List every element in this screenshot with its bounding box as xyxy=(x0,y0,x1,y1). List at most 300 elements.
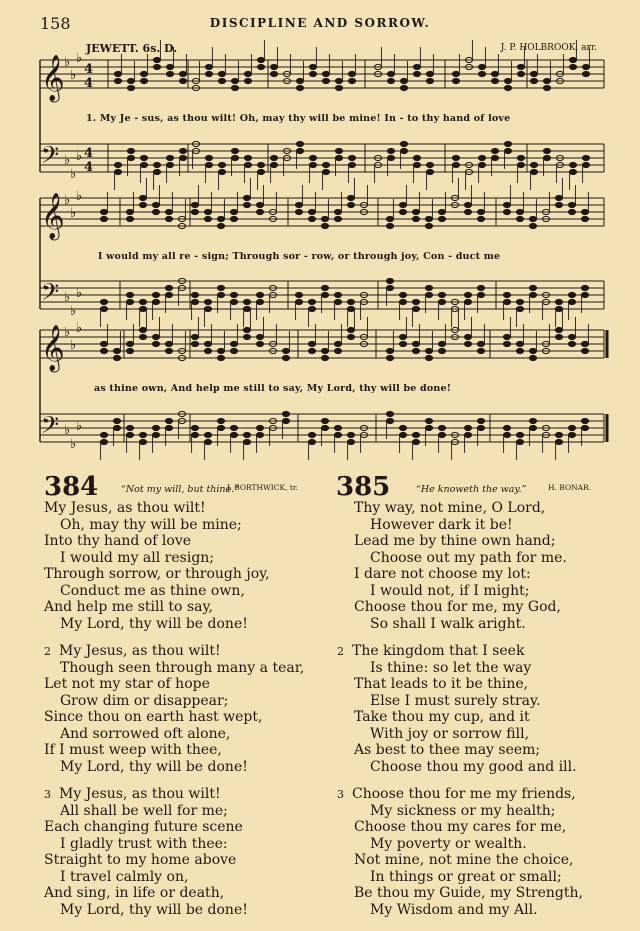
note-head xyxy=(217,418,224,423)
note-head xyxy=(295,209,302,214)
note-head xyxy=(217,355,224,360)
note-head xyxy=(413,64,420,69)
note-head xyxy=(412,216,419,221)
note-head xyxy=(243,195,250,200)
flat-icon: ♭ xyxy=(76,51,83,66)
bass-clef-icon: 𝄢 xyxy=(41,278,60,311)
note-head xyxy=(335,78,342,83)
note-head xyxy=(230,216,237,221)
stanza-2 xyxy=(337,643,583,775)
verse-line: Choose out my path for me. xyxy=(370,549,567,566)
note-head xyxy=(204,306,211,311)
note-head xyxy=(282,348,289,353)
note-head xyxy=(387,155,394,160)
note-head xyxy=(581,425,588,430)
bass-clef-icon: 𝄢 xyxy=(41,141,60,174)
note-head xyxy=(412,209,419,214)
note-head xyxy=(321,355,328,360)
hymn-author: J. BORTHWICK, tr. xyxy=(227,483,298,492)
note-head xyxy=(230,348,237,353)
verse-line: Not mine, not mine the choice, xyxy=(354,852,574,868)
note-head xyxy=(478,155,485,160)
note-head xyxy=(217,292,224,297)
note-head xyxy=(400,78,407,83)
note-head xyxy=(347,327,354,332)
note-head xyxy=(347,195,354,200)
note-head xyxy=(205,71,212,76)
note-head xyxy=(438,209,445,214)
note-head xyxy=(243,439,250,444)
stanza-number: 2 xyxy=(44,645,51,658)
verse-line: My Jesus, as thou wilt! xyxy=(44,500,206,516)
verse-line: Conduct me as thine own, xyxy=(60,582,245,599)
note-head xyxy=(204,432,211,437)
note-head xyxy=(425,418,432,423)
note-head xyxy=(334,209,341,214)
flat-icon: ♭ xyxy=(64,423,71,438)
note-head xyxy=(438,425,445,430)
note-head xyxy=(543,85,550,90)
note-head xyxy=(231,155,238,160)
flat-icon: ♭ xyxy=(70,68,77,83)
note-head xyxy=(114,78,121,83)
note-head xyxy=(295,292,302,297)
note-head xyxy=(231,78,238,83)
note-head xyxy=(569,57,576,62)
note-head xyxy=(191,202,198,207)
note-head xyxy=(491,78,498,83)
treble-clef-icon: 𝄞 xyxy=(41,55,65,101)
note-head xyxy=(504,148,511,153)
note-head xyxy=(569,169,576,174)
note-head xyxy=(503,292,510,297)
verse-line: My Lord, thy will be done! xyxy=(60,615,248,632)
verse-line: My Jesus, as thou wilt! xyxy=(59,643,221,659)
note-head xyxy=(516,306,523,311)
verse-line: I travel calmly on, xyxy=(60,868,189,885)
note-head xyxy=(321,348,328,353)
flat-icon: ♭ xyxy=(70,206,77,221)
verse-line: As best to thee may seem; xyxy=(354,742,541,758)
verse-line: Choose thou my cares for me, xyxy=(354,819,567,835)
note-head xyxy=(555,306,562,311)
note-head xyxy=(113,348,120,353)
note-head xyxy=(244,162,251,167)
flat-icon: ♭ xyxy=(76,189,83,204)
note-head xyxy=(139,299,146,304)
note-head xyxy=(217,348,224,353)
note-head xyxy=(179,78,186,83)
note-head xyxy=(386,355,393,360)
note-head xyxy=(400,148,407,153)
hymn-caption: “He knoweth the way.” xyxy=(416,484,527,495)
note-head xyxy=(100,209,107,214)
verse-line: Let not my star of hope xyxy=(44,676,210,692)
verse-line: So shall I walk aright. xyxy=(370,615,526,632)
note-head xyxy=(555,334,562,339)
note-head xyxy=(127,148,134,153)
note-head xyxy=(152,209,159,214)
verse-line: Since thou on earth hast wept, xyxy=(44,709,263,725)
time-signature: 4 xyxy=(84,160,94,175)
note-head xyxy=(516,341,523,346)
note-head xyxy=(503,202,510,207)
note-head xyxy=(204,299,211,304)
note-head xyxy=(257,64,264,69)
note-head xyxy=(140,71,147,76)
note-head xyxy=(582,162,589,167)
stanza-number: 3 xyxy=(337,788,344,801)
verse-line: All shall be well for me; xyxy=(60,802,228,819)
note-head xyxy=(270,162,277,167)
note-head xyxy=(555,439,562,444)
note-head xyxy=(438,299,445,304)
note-head xyxy=(529,292,536,297)
note-head xyxy=(568,432,575,437)
verse-line: However dark it be! xyxy=(370,516,513,533)
note-head xyxy=(569,64,576,69)
note-head xyxy=(140,155,147,160)
note-head xyxy=(165,216,172,221)
note-head xyxy=(256,299,263,304)
flat-icon: ♭ xyxy=(70,304,77,319)
note-head xyxy=(243,306,250,311)
note-head xyxy=(399,209,406,214)
note-head xyxy=(152,341,159,346)
flat-icon: ♭ xyxy=(64,290,71,305)
note-head xyxy=(425,425,432,430)
flat-icon: ♭ xyxy=(70,167,77,182)
note-head xyxy=(256,292,263,297)
note-head xyxy=(296,78,303,83)
note-head xyxy=(243,299,250,304)
hymn-verses xyxy=(337,500,583,918)
note-head xyxy=(308,439,315,444)
note-head xyxy=(139,327,146,332)
note-head xyxy=(153,64,160,69)
note-head xyxy=(386,278,393,283)
note-head xyxy=(516,216,523,221)
note-head xyxy=(334,292,341,297)
flat-icon: ♭ xyxy=(64,325,71,340)
note-head xyxy=(191,425,198,430)
verse-line: My Wisdom and my All. xyxy=(370,901,538,918)
note-head xyxy=(387,148,394,153)
note-head xyxy=(477,292,484,297)
note-head xyxy=(568,425,575,430)
note-head xyxy=(386,285,393,290)
note-head xyxy=(413,71,420,76)
note-head xyxy=(503,334,510,339)
note-head xyxy=(581,418,588,423)
note-head xyxy=(334,432,341,437)
note-head xyxy=(244,78,251,83)
note-head xyxy=(464,209,471,214)
note-head xyxy=(529,418,536,423)
note-head xyxy=(113,418,120,423)
note-head xyxy=(425,348,432,353)
treble-clef-icon: 𝄞 xyxy=(41,193,65,239)
note-head xyxy=(452,71,459,76)
note-head xyxy=(165,348,172,353)
verse-line: And sing, in life or death, xyxy=(44,885,225,901)
verse-line: Lead me by thine own hand; xyxy=(354,533,556,549)
note-head xyxy=(503,425,510,430)
note-head xyxy=(270,64,277,69)
note-head xyxy=(491,71,498,76)
note-head xyxy=(452,78,459,83)
note-head xyxy=(139,202,146,207)
note-head xyxy=(191,334,198,339)
note-head xyxy=(230,432,237,437)
note-head xyxy=(452,162,459,167)
note-head xyxy=(478,71,485,76)
note-head xyxy=(529,285,536,290)
note-head xyxy=(347,439,354,444)
note-head xyxy=(426,78,433,83)
note-head xyxy=(204,209,211,214)
note-head xyxy=(425,216,432,221)
verse-line: My Lord, thy will be done! xyxy=(60,901,248,918)
verse-line: Though seen through many a tear, xyxy=(60,659,305,676)
note-head xyxy=(100,348,107,353)
note-head xyxy=(425,292,432,297)
note-head xyxy=(140,162,147,167)
page-number: 158 xyxy=(40,14,71,33)
tune-composer: J. P. HOLBROOK, arr. xyxy=(500,43,597,53)
verse-line: Thy way, not mine, O Lord, xyxy=(354,500,546,516)
note-head xyxy=(256,341,263,346)
note-head xyxy=(517,64,524,69)
verse-line: In things or great or small; xyxy=(370,868,562,885)
note-head xyxy=(399,334,406,339)
note-head xyxy=(516,432,523,437)
note-head xyxy=(230,341,237,346)
note-head xyxy=(529,355,536,360)
note-head xyxy=(165,209,172,214)
note-head xyxy=(399,341,406,346)
note-head xyxy=(165,425,172,430)
verse-line: I would my all resign; xyxy=(60,549,215,566)
note-head xyxy=(231,148,238,153)
note-head xyxy=(153,57,160,62)
note-head xyxy=(217,216,224,221)
note-head xyxy=(438,348,445,353)
note-head xyxy=(425,285,432,290)
note-head xyxy=(400,85,407,90)
note-head xyxy=(491,148,498,153)
note-head xyxy=(114,169,121,174)
note-head xyxy=(555,195,562,200)
note-head xyxy=(348,155,355,160)
note-head xyxy=(425,223,432,228)
note-head xyxy=(256,432,263,437)
note-head xyxy=(205,162,212,167)
note-head xyxy=(348,78,355,83)
note-head xyxy=(165,418,172,423)
note-head xyxy=(295,202,302,207)
note-head xyxy=(464,341,471,346)
note-head xyxy=(348,162,355,167)
note-head xyxy=(126,425,133,430)
note-head xyxy=(334,341,341,346)
note-head xyxy=(322,169,329,174)
stanza-3 xyxy=(337,786,583,918)
note-head xyxy=(152,425,159,430)
note-head xyxy=(308,216,315,221)
flat-icon: ♭ xyxy=(76,149,83,164)
note-head xyxy=(399,299,406,304)
note-head xyxy=(296,148,303,153)
note-head xyxy=(529,425,536,430)
note-head xyxy=(218,71,225,76)
note-head xyxy=(140,78,147,83)
note-head xyxy=(334,425,341,430)
hymn-number: 385 xyxy=(336,472,391,502)
note-head xyxy=(504,85,511,90)
note-head xyxy=(464,432,471,437)
note-head xyxy=(204,341,211,346)
note-head xyxy=(438,341,445,346)
note-head xyxy=(438,292,445,297)
note-head xyxy=(256,425,263,430)
note-head xyxy=(243,202,250,207)
note-head xyxy=(334,216,341,221)
note-head xyxy=(478,162,485,167)
note-head xyxy=(516,209,523,214)
note-head xyxy=(348,71,355,76)
note-head xyxy=(296,85,303,90)
note-head xyxy=(126,341,133,346)
note-head xyxy=(204,216,211,221)
note-head xyxy=(516,348,523,353)
verse-line: Choose thou for me, my God, xyxy=(354,599,561,615)
note-head xyxy=(322,71,329,76)
verse-line: Grow dim or disappear; xyxy=(60,692,229,709)
verse-line: My Jesus, as thou wilt! xyxy=(59,786,221,802)
flat-icon: ♭ xyxy=(76,321,83,336)
note-head xyxy=(204,439,211,444)
note-head xyxy=(335,155,342,160)
note-head xyxy=(504,141,511,146)
note-head xyxy=(464,202,471,207)
note-head xyxy=(152,202,159,207)
note-head xyxy=(464,425,471,430)
note-head xyxy=(139,195,146,200)
note-head xyxy=(218,169,225,174)
verse-line: I dare not choose my lot: xyxy=(354,566,531,582)
verse-line: With joy or sorrow fill, xyxy=(370,725,530,742)
note-head xyxy=(166,162,173,167)
note-head xyxy=(217,223,224,228)
note-head xyxy=(165,292,172,297)
note-head xyxy=(387,78,394,83)
note-head xyxy=(530,78,537,83)
note-head xyxy=(517,155,524,160)
stanza-1 xyxy=(44,500,304,632)
verse-line: Choose thou for me my friends, xyxy=(352,786,576,802)
note-head xyxy=(347,299,354,304)
note-head xyxy=(179,148,186,153)
stanza-number: 3 xyxy=(44,788,51,801)
note-head xyxy=(256,209,263,214)
note-head xyxy=(308,341,315,346)
note-head xyxy=(516,299,523,304)
note-head xyxy=(100,306,107,311)
note-head xyxy=(426,162,433,167)
note-head xyxy=(503,432,510,437)
note-head xyxy=(308,306,315,311)
note-head xyxy=(582,71,589,76)
note-head xyxy=(543,148,550,153)
hymn-verses xyxy=(44,500,304,918)
tune-name: JEWETT. 6s. D. xyxy=(86,42,178,55)
note-head xyxy=(321,418,328,423)
note-head xyxy=(568,202,575,207)
note-head xyxy=(517,162,524,167)
note-head xyxy=(438,216,445,221)
note-head xyxy=(126,432,133,437)
note-head xyxy=(399,432,406,437)
music-lyric-line: 1. My Je - sus, as thou wilt! Oh, may thy will be mine! In - to thy hand of love xyxy=(86,113,511,124)
note-head xyxy=(308,209,315,214)
note-head xyxy=(100,432,107,437)
note-head xyxy=(153,169,160,174)
note-head xyxy=(347,334,354,339)
verse-line: And sorrowed oft alone, xyxy=(60,725,231,742)
note-head xyxy=(503,209,510,214)
note-head xyxy=(165,285,172,290)
flat-icon: ♭ xyxy=(64,153,71,168)
note-head xyxy=(308,348,315,353)
note-head xyxy=(153,162,160,167)
note-head xyxy=(309,155,316,160)
music-lyric-line: as thine own, And help me still to say, My Lord, thy will be done! xyxy=(94,383,452,394)
note-head xyxy=(126,216,133,221)
note-head xyxy=(282,411,289,416)
note-head xyxy=(334,348,341,353)
note-head xyxy=(191,432,198,437)
bass-clef-icon: 𝄢 xyxy=(41,411,60,444)
note-head xyxy=(256,334,263,339)
note-head xyxy=(309,71,316,76)
stanza-3 xyxy=(44,786,304,918)
note-head xyxy=(568,209,575,214)
note-head xyxy=(321,223,328,228)
flat-icon: ♭ xyxy=(64,193,71,208)
note-head xyxy=(387,71,394,76)
note-head xyxy=(581,285,588,290)
note-head xyxy=(569,162,576,167)
note-head xyxy=(477,216,484,221)
note-head xyxy=(386,411,393,416)
note-head xyxy=(477,285,484,290)
note-head xyxy=(309,162,316,167)
note-head xyxy=(217,425,224,430)
verse-line: Each changing future scene xyxy=(44,819,243,835)
note-head xyxy=(412,439,419,444)
note-head xyxy=(270,155,277,160)
note-head xyxy=(270,71,277,76)
note-head xyxy=(347,306,354,311)
note-head xyxy=(114,71,121,76)
note-head xyxy=(179,155,186,160)
note-head xyxy=(530,162,537,167)
note-head xyxy=(491,155,498,160)
music-lyric-line: I would my all re - sign; Through sor - row, or through joy, Con - duct me xyxy=(98,251,501,262)
note-head xyxy=(256,202,263,207)
note-head xyxy=(126,292,133,297)
